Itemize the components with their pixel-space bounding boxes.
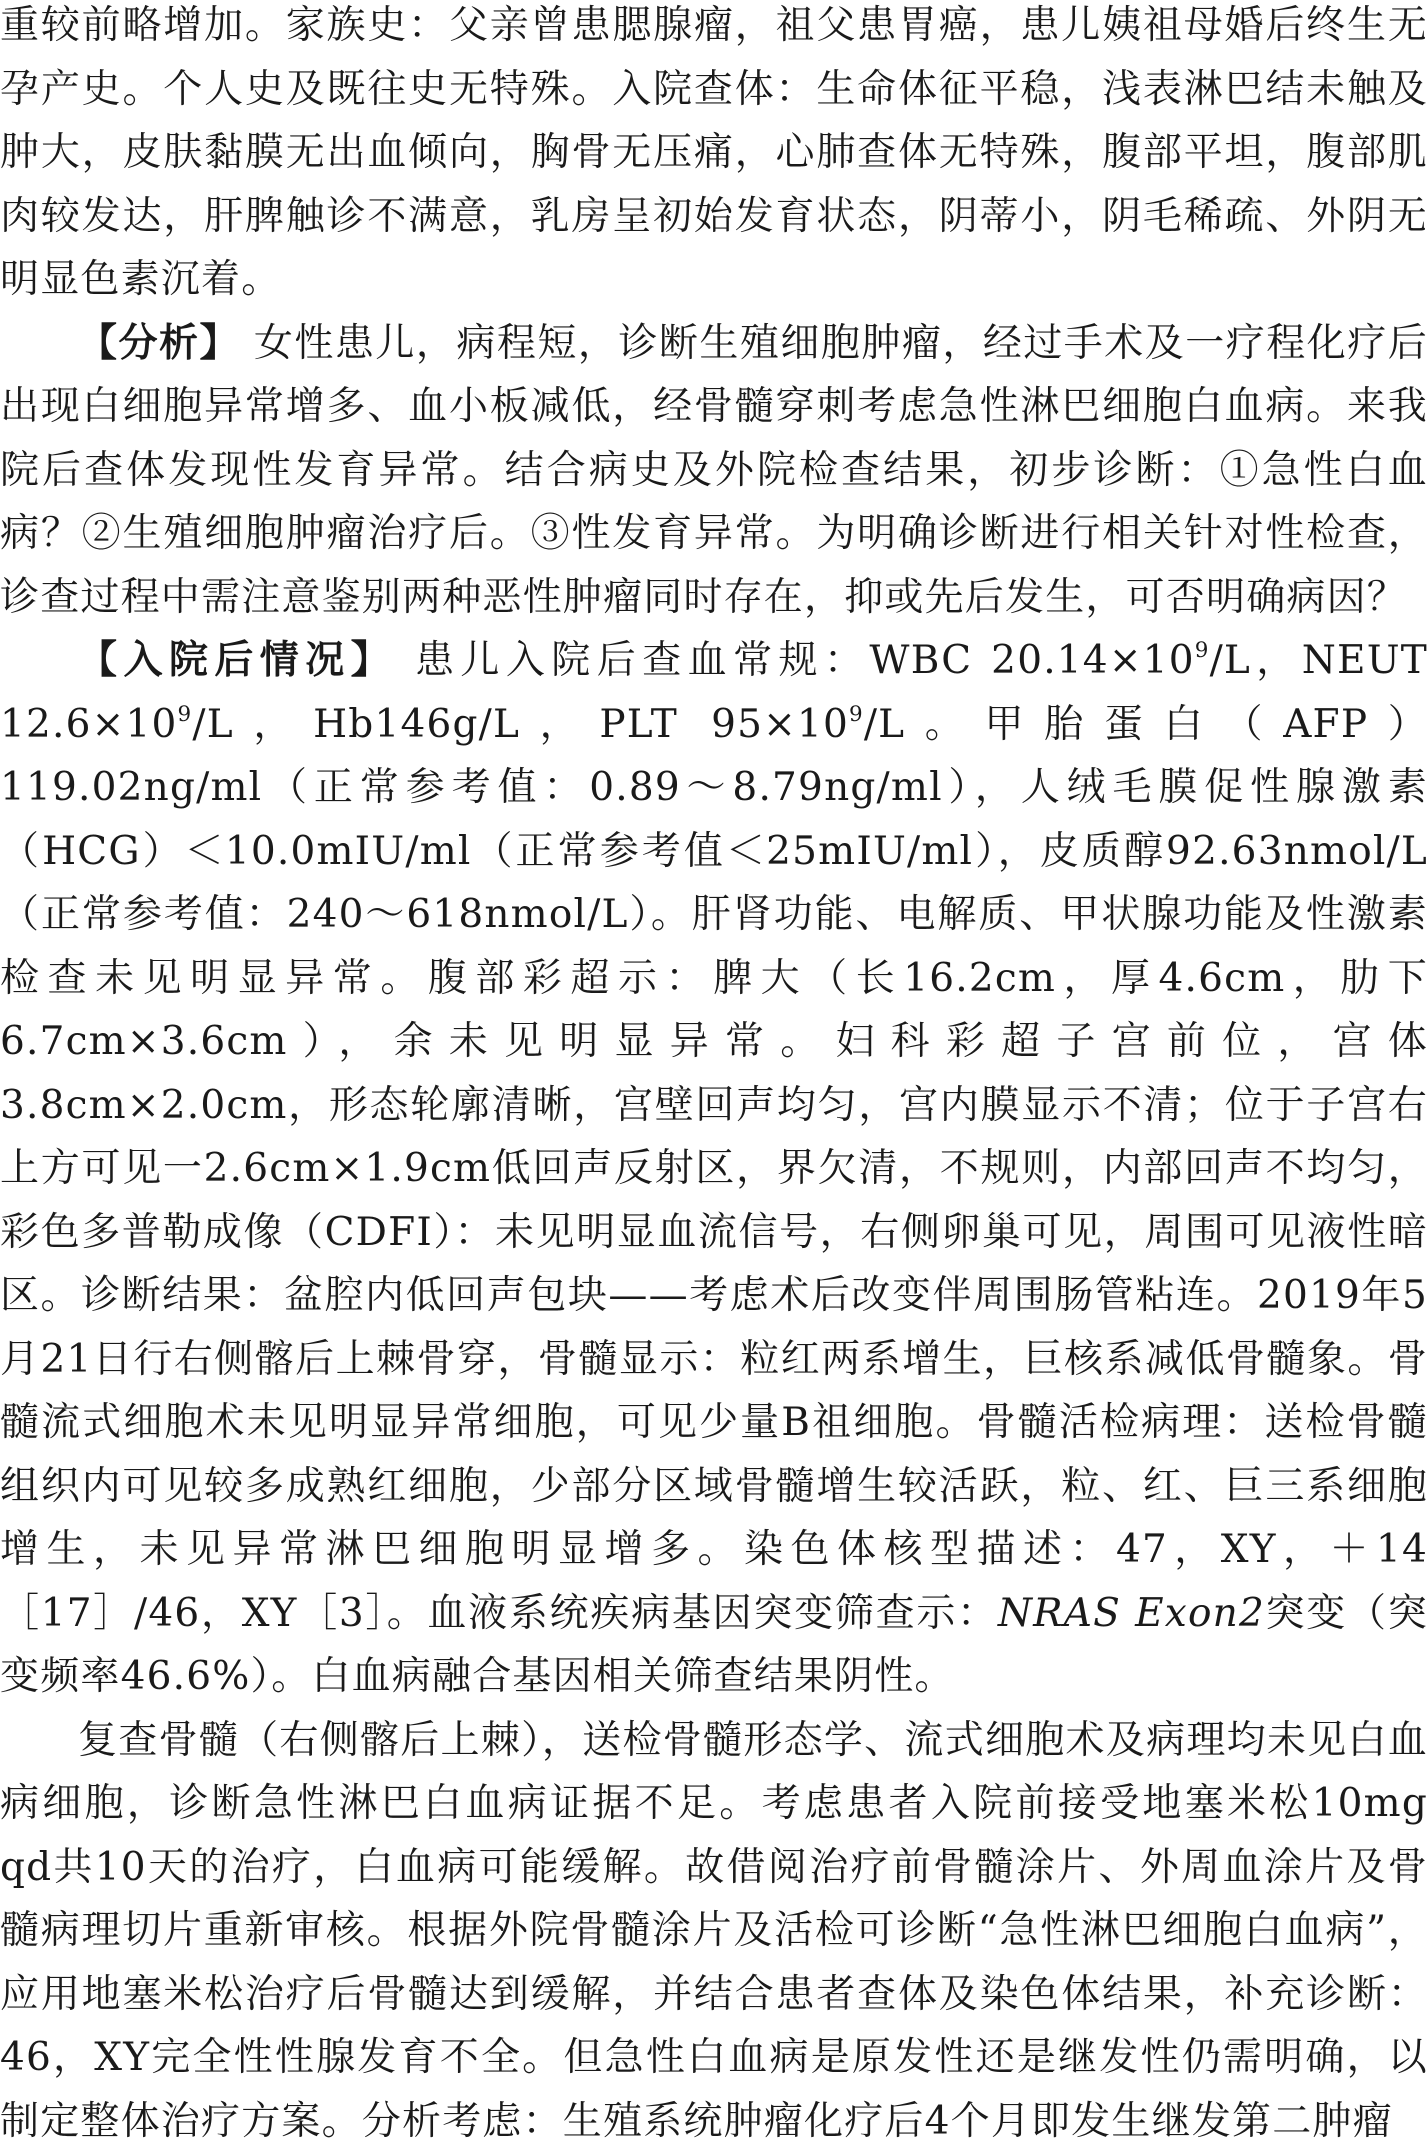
gene-name: NRAS Exon2 <box>998 1591 1265 1636</box>
admission-text-e: 突变（突变频率46.6%）。白血病融合基因相关筛查结果阴性。 <box>0 1591 1428 1700</box>
admission-text-b: /L，NEUT 12.6×10 <box>0 638 1428 747</box>
superscript-exponent: 9 <box>178 701 193 726</box>
history-paragraph <box>0 0 1428 312</box>
admission-text-a: 患儿入院后查血常规：WBC 20.14×10 <box>415 638 1195 683</box>
recheck-paragraph <box>0 1709 1428 2153</box>
admission-heading: 【入院后情况】 <box>78 638 396 683</box>
recheck-text: 复查骨髓（右侧髂后上棘），送检骨髓形态学、流式细胞术及病理均未见白血病细胞，诊断急性淋巴白血病证据不足。考虑患者入院前接受地塞米松10mg qd共10天的治疗，白血病可能缓解。故借阅治疗前骨髓涂片、外周血涂片及骨髓病理切片重新审核。根据外院骨髓涂片及活检可诊断“急性淋巴细胞白血病”，应用地塞米松治疗后骨髓达到缓解，并结合患者查体及染色体结果，补充诊断：46，XY完全性性腺发育不全。但急性白血病是原发性还是继发性仍需明确，以制定整体治疗方案。分析考虑：生殖系统肿瘤化疗后4个月即发生继发第二肿瘤 <box>0 1718 1428 2144</box>
analysis-text: 女性患儿，病程短，诊断生殖细胞肿瘤，经过手术及一疗程化疗后出现白细胞异常增多、血小板减低，经骨髓穿刺考虑急性淋巴细胞白血病。来我院后查体发现性发育异常。结合病史及外院检查结果，初步诊断：①急性白血病？②生殖细胞肿瘤治疗后。③性发育异常。为明确诊断进行相关针对性检查，诊查过程中需注意鉴别两种恶性肿瘤同时存在，抑或先后发生，可否明确病因？ <box>0 321 1428 620</box>
superscript-exponent: 9 <box>849 701 864 726</box>
analysis-paragraph <box>0 312 1428 630</box>
admission-paragraph <box>0 629 1428 1709</box>
admission-text-c: /L，Hb146g/L，PLT 95×10 <box>192 702 849 747</box>
analysis-heading: 【分析】 <box>78 321 240 366</box>
superscript-exponent: 9 <box>1195 638 1210 663</box>
history-text: 重较前略增加。家族史：父亲曾患腮腺瘤，祖父患胃癌，患儿姨祖母婚后终生无孕产史。个人史及既往史无特殊。入院查体：生命体征平稳，浅表淋巴结未触及肿大，皮肤黏膜无出血倾向，胸骨无压痛，心肺查体无特殊，腹部平坦，腹部肌肉较发达，肝脾触诊不满意，乳房呈初始发育状态，阴蒂小，阴毛稀疏、外阴无明显色素沉着。 <box>0 3 1428 302</box>
admission-text-d: /L。甲胎蛋白（AFP）119.02ng/ml（正常参考值：0.89～8.79ng/ml），人绒毛膜促性腺激素（HCG）＜10.0mIU/ml（正常参考值＜25mIU/ml），皮质醇92.63nmol/L（正常参考值：240～618nmol/L）。肝肾功能、电解质、甲状腺功能及性激素检查未见明显异常。腹部彩超示：脾大（长16.2cm，厚4.6cm，肋下6.7cm×3.6cm），余未见明显异常。妇科彩超子宫前位，宫体3.8cm×2.0cm，形态轮廓清晰，宫壁回声均匀，宫内膜显示不清；位于子宫右上方可见一2.6cm×1.9cm低回声反射区，界欠清，不规则，内部回声不均匀，彩色多普勒成像（CDFI）：未见明显血流信号，右侧卵巢可见，周围可见液性暗区。诊断结果：盆腔内低回声包块——考虑术后改变伴周围肠管粘连。2019年5月21日行右侧髂后上棘骨穿，骨髓显示：粒红两系增生，巨核系减低骨髓象。骨髓流式细胞术未见明显异常细胞，可见少量B祖细胞。骨髓活检病理：送检骨髓组织内可见较多成熟红细胞，少部分区域骨髓增生较活跃，粒、红、巨三系细胞增生，未见异常淋巴细胞明显增多。染色体核型描述：47，XY，＋14［17］/46，XY［3］。血液系统疾病基因突变筛查示： <box>0 702 1428 1636</box>
